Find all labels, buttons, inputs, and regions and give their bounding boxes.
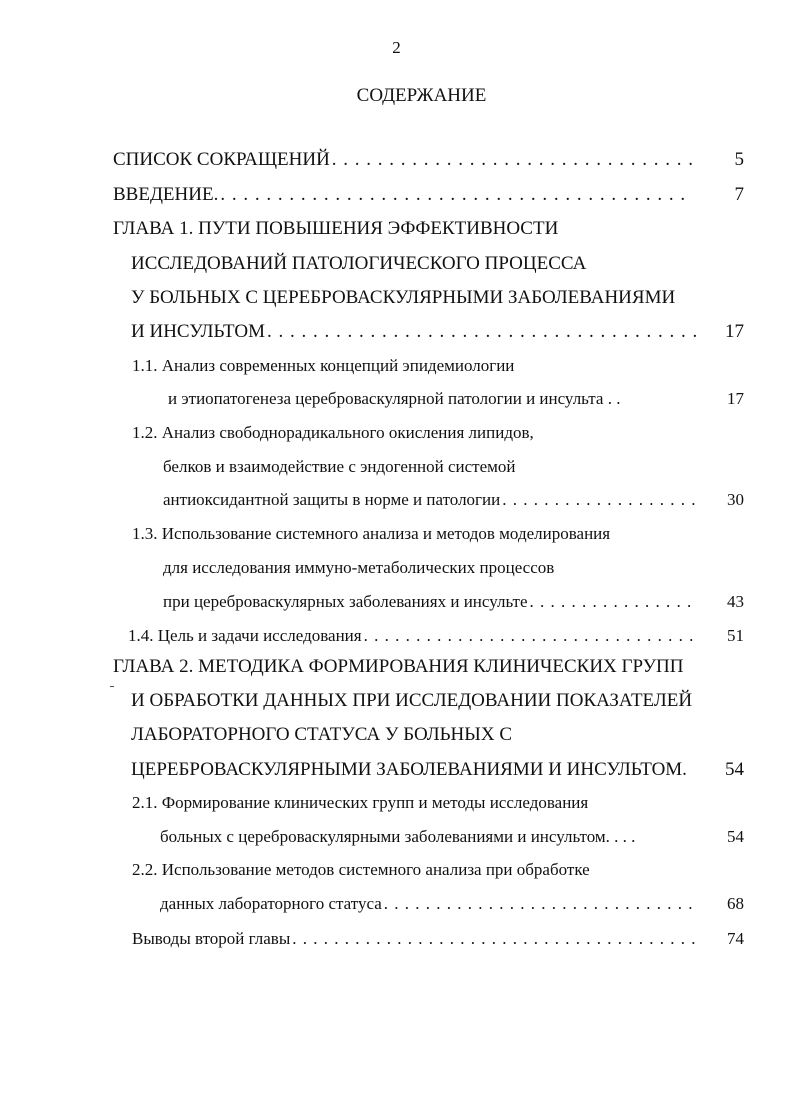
scan-speck [110, 686, 114, 687]
toc-chapter1-line4 [131, 320, 703, 344]
toc-section-2-2-line1: 2.2. Использование методов системного анализа при обработке [132, 860, 590, 879]
dot-leader [502, 488, 695, 512]
dot-leader [292, 927, 698, 951]
toc-page-number: 17 [727, 389, 744, 408]
toc-section-1-2-line1: 1.2. Анализ свободнорадикального окисления липидов, [132, 423, 534, 442]
toc-section-1-2-line2: белков и взаимодействие с эндогенной системой [163, 457, 516, 476]
toc-conclusions-chapter2 [132, 927, 698, 951]
toc-section-2-2-line2 [160, 892, 698, 916]
toc-chapter1-line3: У БОЛЬНЫХ С ЦЕРЕБРОВАСКУЛЯРНЫМИ ЗАБОЛЕВАНИЯМИ [131, 287, 676, 308]
toc-page-number: 5 [734, 149, 744, 170]
toc-section-2-1-line1: 2.1. Формирование клинических групп и методы исследования [132, 793, 589, 812]
toc-chapter1-line2: ИССЛЕДОВАНИЙ ПАТОЛОГИЧЕСКОГО ПРОЦЕССА [131, 253, 587, 274]
toc-page-number: 17 [725, 321, 744, 342]
toc-entry-title: при цереброваскулярных заболеваниях и инсульте [163, 592, 528, 611]
dot-leader [384, 892, 698, 916]
toc-section-1-3-line1: 1.3. Использование системного анализа и методов моделирования [132, 524, 611, 543]
toc-section-1-2-line3 [163, 488, 695, 512]
toc-page-number: 51 [727, 626, 744, 645]
toc-chapter2-line1: ГЛАВА 2. МЕТОДИКА ФОРМИРОВАНИЯ КЛИНИЧЕСКИХ ГРУПП [113, 656, 684, 677]
dot-leader [530, 590, 698, 614]
toc-entry-title: И ИНСУЛЬТОМ [131, 321, 265, 342]
toc-chapter2-line2: И ОБРАБОТКИ ДАННЫХ ПРИ ИССЛЕДОВАНИИ ПОКАЗАТЕЛЕЙ [131, 690, 693, 711]
toc-section-1-1-line1: 1.1. Анализ современных концепций эпидемиологии [132, 356, 515, 375]
toc-chapter2-line3: ЛАБОРАТОРНОГО СТАТУСА У БОЛЬНЫХ С [131, 724, 512, 745]
toc-page-number: 30 [727, 490, 744, 509]
toc-entry-title: Выводы второй главы [132, 929, 291, 948]
toc-page-number: 43 [727, 592, 744, 611]
toc-page-number: 68 [727, 894, 744, 913]
dot-leader [364, 624, 700, 648]
dot-leader [267, 320, 703, 344]
dot-leader [332, 148, 693, 172]
toc-entry-abbreviations [113, 148, 693, 172]
toc-entry-introduction [113, 183, 685, 207]
toc-section-1-1-line2: и этиопатогенеза цереброваскулярной патологии и инсульта . . [168, 389, 621, 408]
toc-entry-title: данных лабораторного статуса [160, 894, 382, 913]
toc-section-2-1-line2: больных с цереброваскулярными заболеваниями и инсультом. . . . [160, 827, 636, 846]
toc-entry-title: СПИСОК СОКРАЩЕНИЙ [113, 149, 330, 170]
page-number: 2 [392, 38, 401, 57]
toc-page-number: 54 [727, 827, 744, 846]
toc-section-1-3-line3 [163, 590, 698, 614]
toc-entry-title: 1.4. Цель и задачи исследования [128, 626, 362, 645]
dot-leader [220, 183, 685, 207]
toc-page-number: 74 [727, 929, 744, 948]
toc-entry-title: антиоксидантной защиты в норме и патологии [163, 490, 501, 509]
page-title: СОДЕРЖАНИЕ [356, 85, 487, 106]
toc-entry-title: ВВЕДЕНИЕ. [113, 184, 219, 205]
toc-section-1-4 [128, 624, 700, 648]
toc-section-1-3-line2: для исследования иммуно-метаболических процессов [163, 558, 555, 577]
toc-chapter1-line1: ГЛАВА 1. ПУТИ ПОВЫШЕНИЯ ЭФФЕКТИВНОСТИ [113, 218, 559, 239]
toc-chapter2-line4: ЦЕРЕБРОВАСКУЛЯРНЫМИ ЗАБОЛЕВАНИЯМИ И ИНСУЛЬТОМ. [131, 759, 687, 780]
toc-page-number: 54 [725, 759, 744, 780]
toc-page-number: 7 [734, 184, 744, 205]
